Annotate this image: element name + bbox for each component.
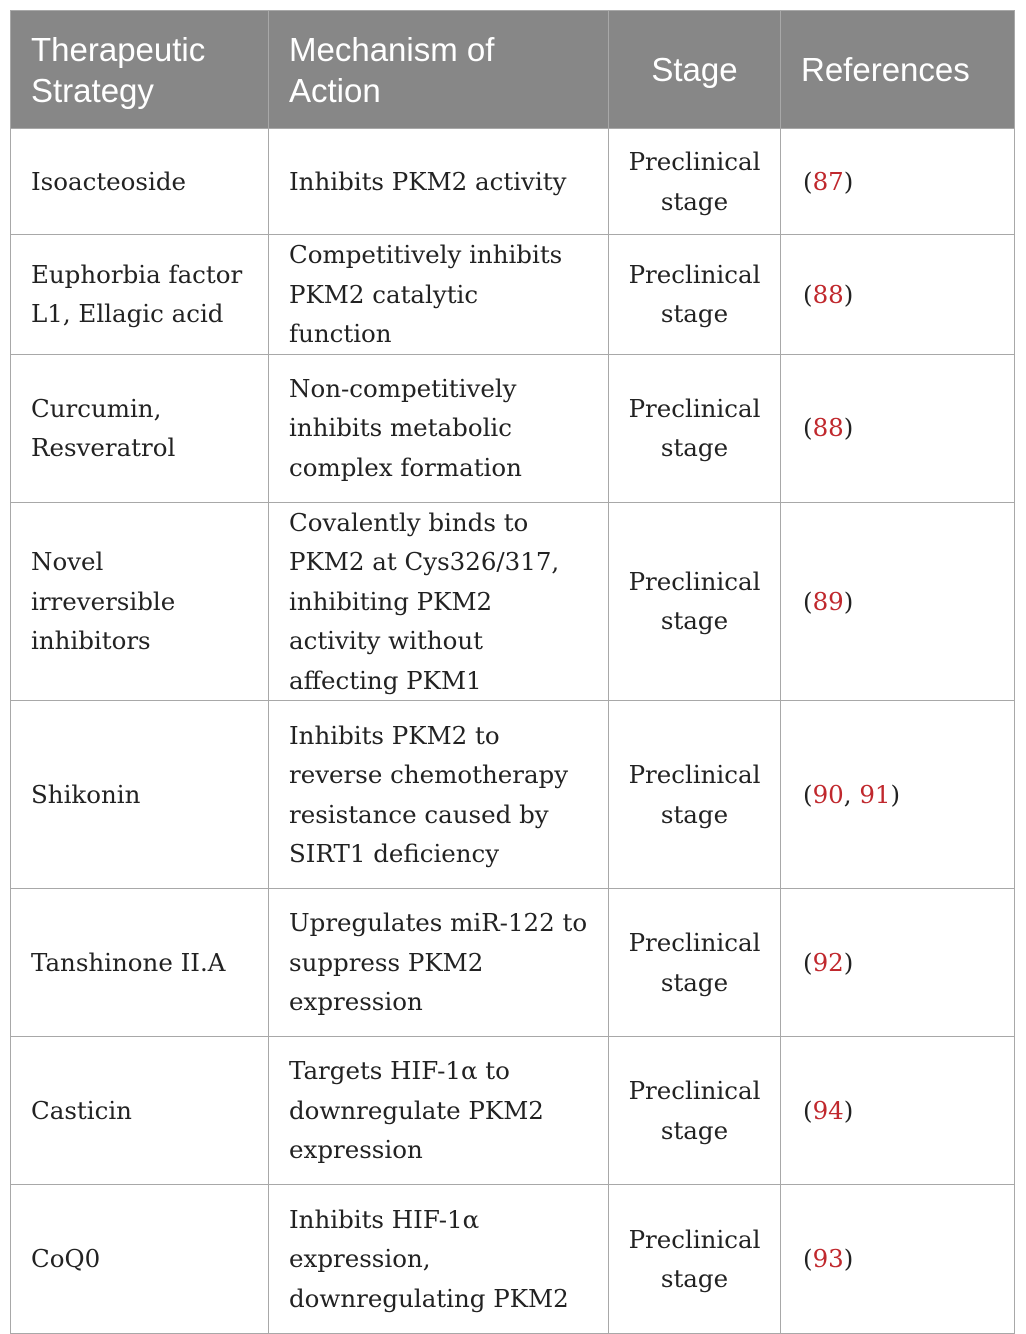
header-therapeutic-strategy: Therapeutic Strategy	[11, 11, 269, 129]
reference-link[interactable]: 90	[812, 779, 844, 809]
paren-open: (	[803, 413, 813, 443]
strategy-cell: Shikonin	[11, 701, 269, 889]
paren-close: )	[843, 1095, 854, 1125]
table-row	[11, 235, 1015, 355]
stage-cell: Preclinical stage	[609, 1037, 781, 1185]
mechanism-cell: Competitively inhibits PKM2 catalytic function	[269, 235, 609, 355]
paren-open: (	[803, 586, 813, 616]
therapeutic-strategies-table	[10, 10, 1015, 1334]
stage-cell: Preclinical stage	[609, 354, 781, 502]
references-cell	[781, 354, 1015, 502]
reference-link[interactable]: 89	[812, 586, 844, 616]
table-row	[11, 701, 1015, 889]
mechanism-cell: Inhibits HIF-1α expression, downregulating PKM2	[269, 1185, 609, 1334]
table-row	[11, 889, 1015, 1037]
mechanism-cell: Upregulates miR-122 to suppress PKM2 expression	[269, 889, 609, 1037]
strategy-cell: CoQ0	[11, 1185, 269, 1334]
reference-link[interactable]: 87	[812, 166, 844, 196]
references-cell	[781, 129, 1015, 235]
strategy-cell: Novel irreversible inhibitors	[11, 502, 269, 701]
table-body	[11, 129, 1015, 1334]
paren-close: )	[843, 413, 854, 443]
strategy-cell: Tanshinone II.A	[11, 889, 269, 1037]
stage-cell: Preclinical stage	[609, 889, 781, 1037]
paren-open: (	[803, 1095, 813, 1125]
therapeutic-strategies-table-container	[10, 10, 1014, 1334]
paren-close: )	[843, 279, 854, 309]
references-cell	[781, 235, 1015, 355]
table-row	[11, 1185, 1015, 1334]
paren-open: (	[803, 947, 813, 977]
header-stage: Stage	[609, 11, 781, 129]
mechanism-cell: Covalently binds to PKM2 at Cys326/317, inhibiting PKM2 activity without affecting PKM1	[269, 502, 609, 701]
paren-open: (	[803, 166, 813, 196]
stage-cell: Preclinical stage	[609, 235, 781, 355]
reference-link[interactable]: 88	[812, 413, 844, 443]
references-cell	[781, 502, 1015, 701]
paren-open: (	[803, 779, 813, 809]
header-mechanism-of-action: Mechanism of Action	[269, 11, 609, 129]
reference-link[interactable]: 94	[812, 1095, 844, 1125]
header-references: References	[781, 11, 1015, 129]
stage-cell: Preclinical stage	[609, 1185, 781, 1334]
reference-link[interactable]: 91	[859, 779, 891, 809]
mechanism-cell: Targets HIF-1α to downregulate PKM2 expression	[269, 1037, 609, 1185]
table-row	[11, 502, 1015, 701]
references-cell	[781, 1185, 1015, 1334]
paren-close: )	[843, 1244, 854, 1274]
table-row	[11, 1037, 1015, 1185]
strategy-cell: Curcumin, Resveratrol	[11, 354, 269, 502]
strategy-cell: Euphorbia factor L1, Ellagic acid	[11, 235, 269, 355]
references-cell	[781, 701, 1015, 889]
paren-close: )	[843, 166, 854, 196]
stage-cell: Preclinical stage	[609, 502, 781, 701]
paren-open: (	[803, 1244, 813, 1274]
reference-link[interactable]: 92	[812, 947, 844, 977]
table-header	[11, 11, 1015, 129]
strategy-cell: Isoacteoside	[11, 129, 269, 235]
header-row	[11, 11, 1015, 129]
paren-close: )	[843, 947, 854, 977]
table-row	[11, 129, 1015, 235]
strategy-cell: Casticin	[11, 1037, 269, 1185]
reference-link[interactable]: 88	[812, 279, 844, 309]
table-row	[11, 354, 1015, 502]
paren-open: (	[803, 279, 813, 309]
mechanism-cell: Inhibits PKM2 activity	[269, 129, 609, 235]
reference-link[interactable]: 93	[812, 1244, 844, 1274]
paren-close: )	[843, 586, 854, 616]
references-cell	[781, 889, 1015, 1037]
paren-close: )	[890, 779, 901, 809]
ref-separator: ,	[843, 779, 860, 809]
mechanism-cell: Non-competitively inhibits metabolic complex formation	[269, 354, 609, 502]
stage-cell: Preclinical stage	[609, 701, 781, 889]
references-cell	[781, 1037, 1015, 1185]
mechanism-cell: Inhibits PKM2 to reverse chemotherapy resistance caused by SIRT1 deficiency	[269, 701, 609, 889]
stage-cell: Preclinical stage	[609, 129, 781, 235]
